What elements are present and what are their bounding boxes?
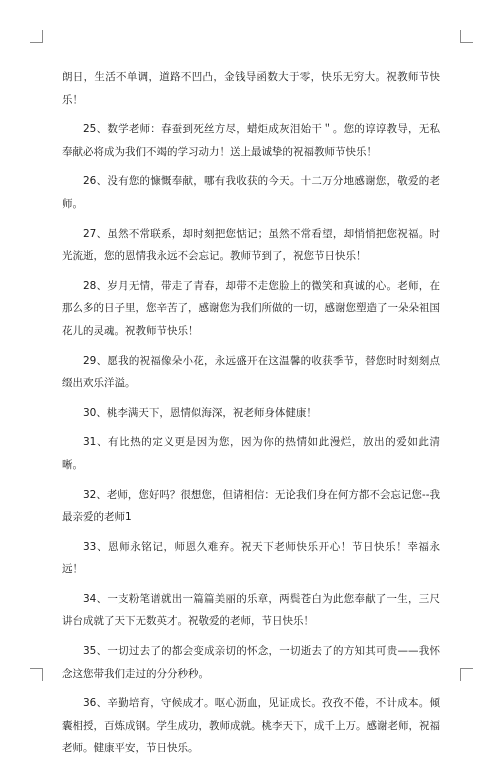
paragraph-26: 26、没有您的慷慨奉献，哪有我收获的今天。十二万分地感谢您，敬爱的老师。 xyxy=(62,175,440,210)
paragraph-25: 25、数学老师：春蚕到死丝方尽，蜡炬成灰泪始干＂。您的谆谆教导，无私奉献必将成为我们不竭的学习动力！送上最诚挚的祝福教师节快乐！ xyxy=(62,123,440,158)
crop-mark-bottom-left xyxy=(30,668,43,681)
paragraph-34: 34、一支粉笔谱就出一篇篇美丽的乐章，两鬓苍白为此您奉献了一生，三尺讲台成就了天下无数英才。祝敬爱的老师，节日快乐！ xyxy=(62,592,440,628)
paragraph-27: 27、虽然不常联系，却时刻把您惦记；虽然不常看望，却悄悄把您祝福。时光流逝，您的恩情我永远不会忘记。教师节到了，祝您节日快乐！ xyxy=(62,227,440,263)
paragraph-35: 35、一切过去了的都会变成亲切的怀念，一切逝去了的方知其可贵——我怀念这您带我们走过的分分秒秒。 xyxy=(62,645,440,680)
paragraph-36: 36、辛勤培育，守候成才。呕心沥血，见证成长。孜孜不倦，不计成本。倾囊相授，百炼成钢。学生成功，教师成就。桃李天下，成千上万。感谢老师，祝福老师。健康平安，节日快乐。 xyxy=(62,697,440,755)
crop-mark-top-left xyxy=(30,30,43,43)
paragraph-33: 33、恩师永铭记，师恩久难弃。祝天下老师快乐开心！节日快乐！幸福永远！ xyxy=(62,540,440,576)
paragraph-28: 28、岁月无情，带走了青春，却带不走您脸上的微笑和真诚的心。老师，在那么多的日子里，您辛苦了，感谢您为我们所做的一切，感谢您塑造了一朵朵祖国花儿的灵魂。祝教师节快乐！ xyxy=(62,279,440,337)
paragraph-24-continuation: 朗日，生活不单调，道路不凹凸，金钱导函数大于零，快乐无穷大。祝教师节快乐！ xyxy=(62,71,440,106)
paragraph-29: 29、愿我的祝福像朵小花，永远盛开在这温馨的收获季节，替您时时刻刻点缀出欢乐洋溢。 xyxy=(62,354,440,390)
paragraph-30: 30、桃李满天下，恩情似海深，祝老师身体健康！ xyxy=(83,406,317,419)
crop-mark-top-right xyxy=(460,30,473,43)
paragraph-31: 31、有比热的定义更是因为您，因为你的热情如此漫烂，放出的爱如此清晰。 xyxy=(62,436,440,471)
document-body xyxy=(62,66,440,767)
paragraph-32: 32、老师，您好吗？很想您，但请相信：无论我们身在何方都不会忘记您--我最亲爱的老师1 xyxy=(62,488,440,524)
crop-mark-bottom-right xyxy=(460,668,473,681)
